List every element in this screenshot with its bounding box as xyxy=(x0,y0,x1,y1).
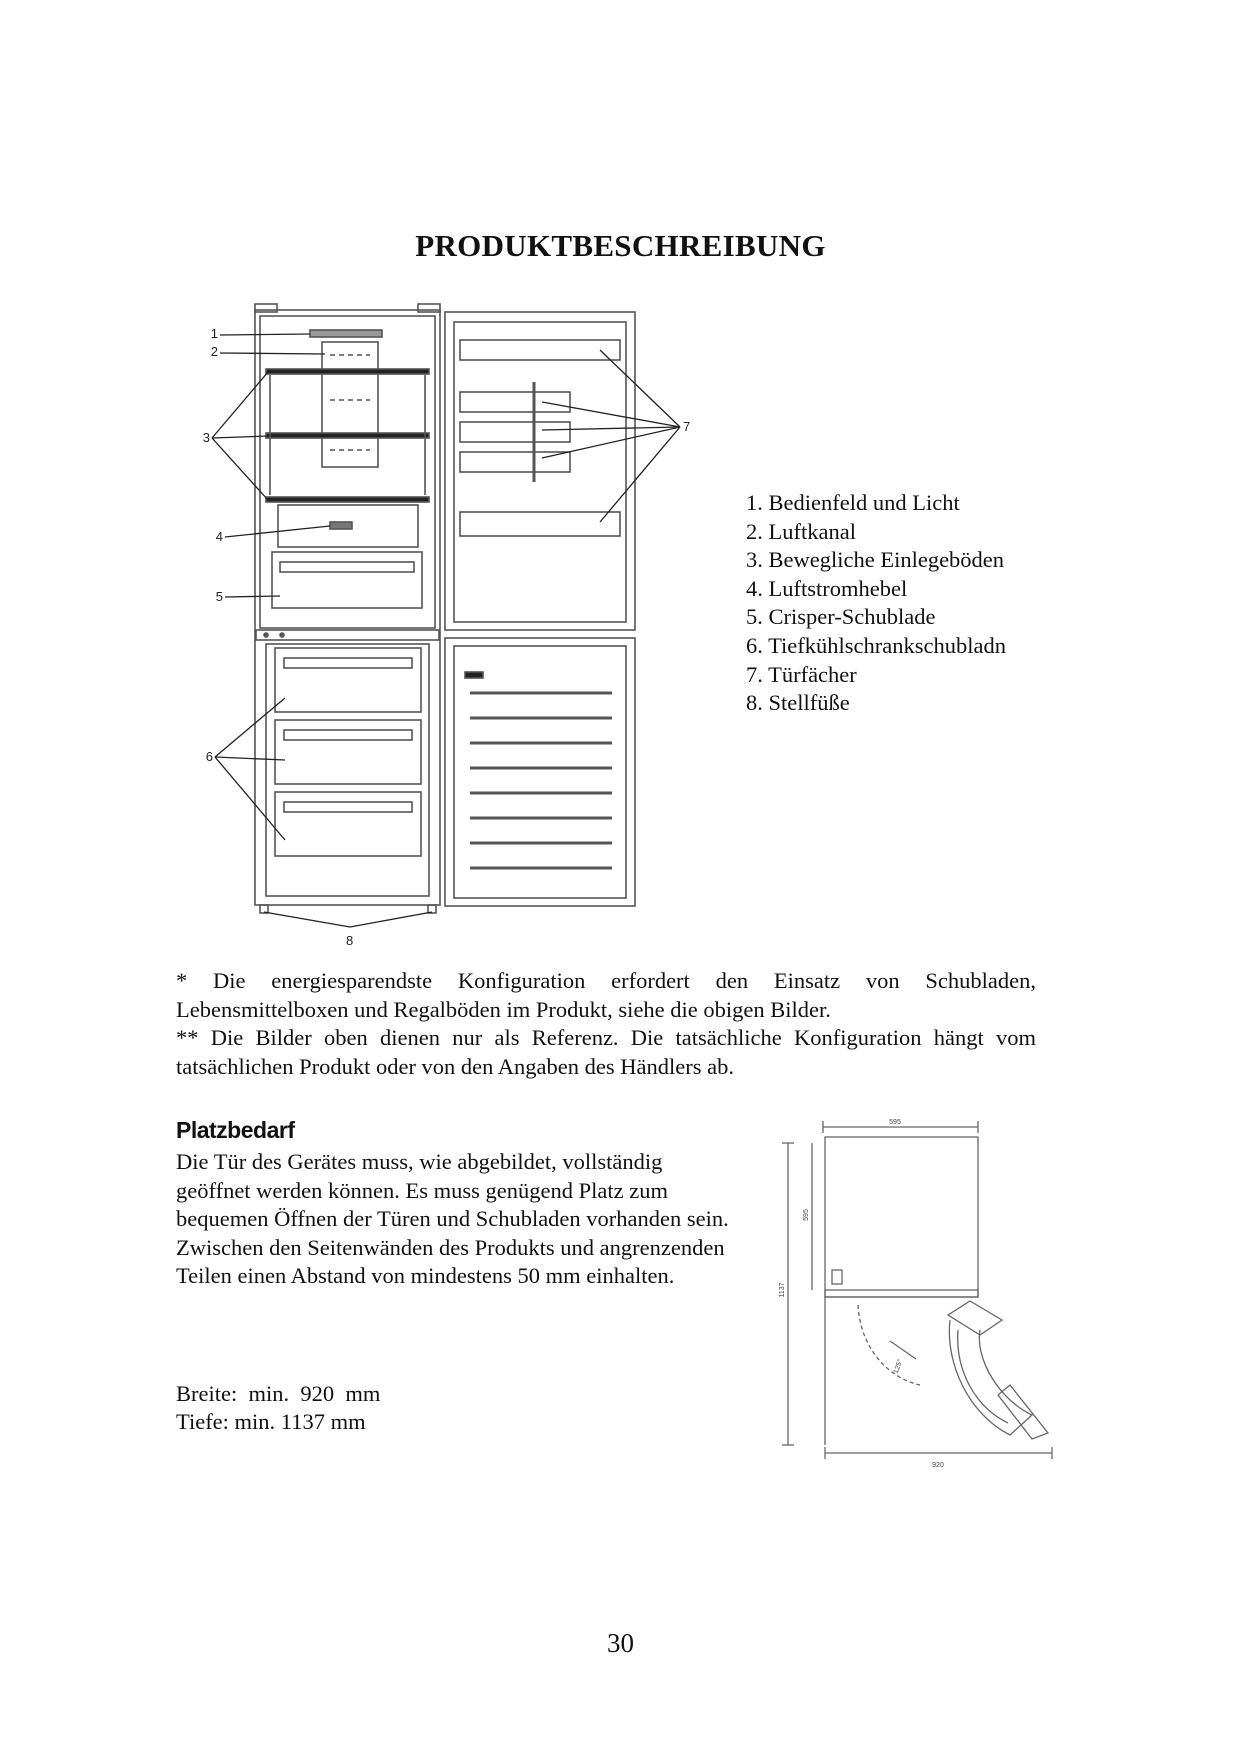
dimension-width: Breite: min. 920 mm xyxy=(176,1381,381,1406)
callout-4: 4 xyxy=(215,529,223,544)
space-dimensions xyxy=(176,1380,380,1436)
note-reference: ** Die Bilder oben dienen nur als Referenz. Die tatsächliche Konfiguration hängt vom tatsächlichen Produkt oder von den Angaben des Händlers ab. xyxy=(176,1025,1036,1079)
space-paragraph xyxy=(176,1148,736,1291)
plan-label-bottom: 920 xyxy=(932,1462,944,1469)
space-paragraph-2: Zwischen den Seitenwänden des Produkts und angrenzenden Teilen einen Abstand von mindestens 50 mm einhalten. xyxy=(176,1234,725,1289)
page-number: 30 xyxy=(607,1628,634,1658)
space-plan-diagram xyxy=(770,1115,1070,1470)
legend-item: 2. Luftkanal xyxy=(746,518,856,544)
plan-label-top: 595 xyxy=(889,1119,901,1126)
legend-item: 8. Stellfüße xyxy=(746,690,850,716)
legend-item: 5. Crisper-Schublade xyxy=(746,604,936,630)
space-paragraph-1: Die Tür des Gerätes muss, wie abgebildet, vollständig geöffnet werden können. Es muss genügend Platz zum bequemen Öffnen der Türen und Schubladen vorhanden sein. xyxy=(176,1149,729,1232)
legend-item: 6. Tiefkühlschrankschubladn xyxy=(746,632,1006,658)
notes-section xyxy=(176,967,1036,1081)
callout-7: 7 xyxy=(683,419,691,434)
legend-item: 4. Luftstromhebel xyxy=(746,575,908,601)
plan-label-left-total: 1137 xyxy=(779,1282,786,1298)
legend-item: 1. Bedienfeld und Licht xyxy=(746,490,960,515)
page-title: PRODUKTBESCHREIBUNG xyxy=(415,228,826,263)
callout-8: 8 xyxy=(346,933,354,948)
note-energy: * Die energiesparendste Konfiguration erfordert den Einsatz von Schubladen, Lebensmittelboxen und Regalböden im Produkt, siehe die obigen Bilder. xyxy=(176,968,1036,1022)
callout-6: 6 xyxy=(205,749,213,764)
legend-item: 7. Türfächer xyxy=(746,661,857,687)
fridge-diagram xyxy=(180,300,700,960)
section-heading-space: Platzbedarf xyxy=(176,1117,295,1143)
callout-1: 1 xyxy=(210,326,218,341)
plan-label-angle: 125° xyxy=(892,1358,905,1375)
callout-2: 2 xyxy=(210,344,218,359)
parts-legend xyxy=(746,489,1006,718)
dimension-depth: Tiefe: min. 1137 mm xyxy=(176,1409,366,1434)
callout-5: 5 xyxy=(215,589,223,604)
legend-item: 3. Bewegliche Einlegeböden xyxy=(746,547,1005,573)
callout-3: 3 xyxy=(202,430,210,445)
plan-label-top-side: 595 xyxy=(803,1209,810,1221)
